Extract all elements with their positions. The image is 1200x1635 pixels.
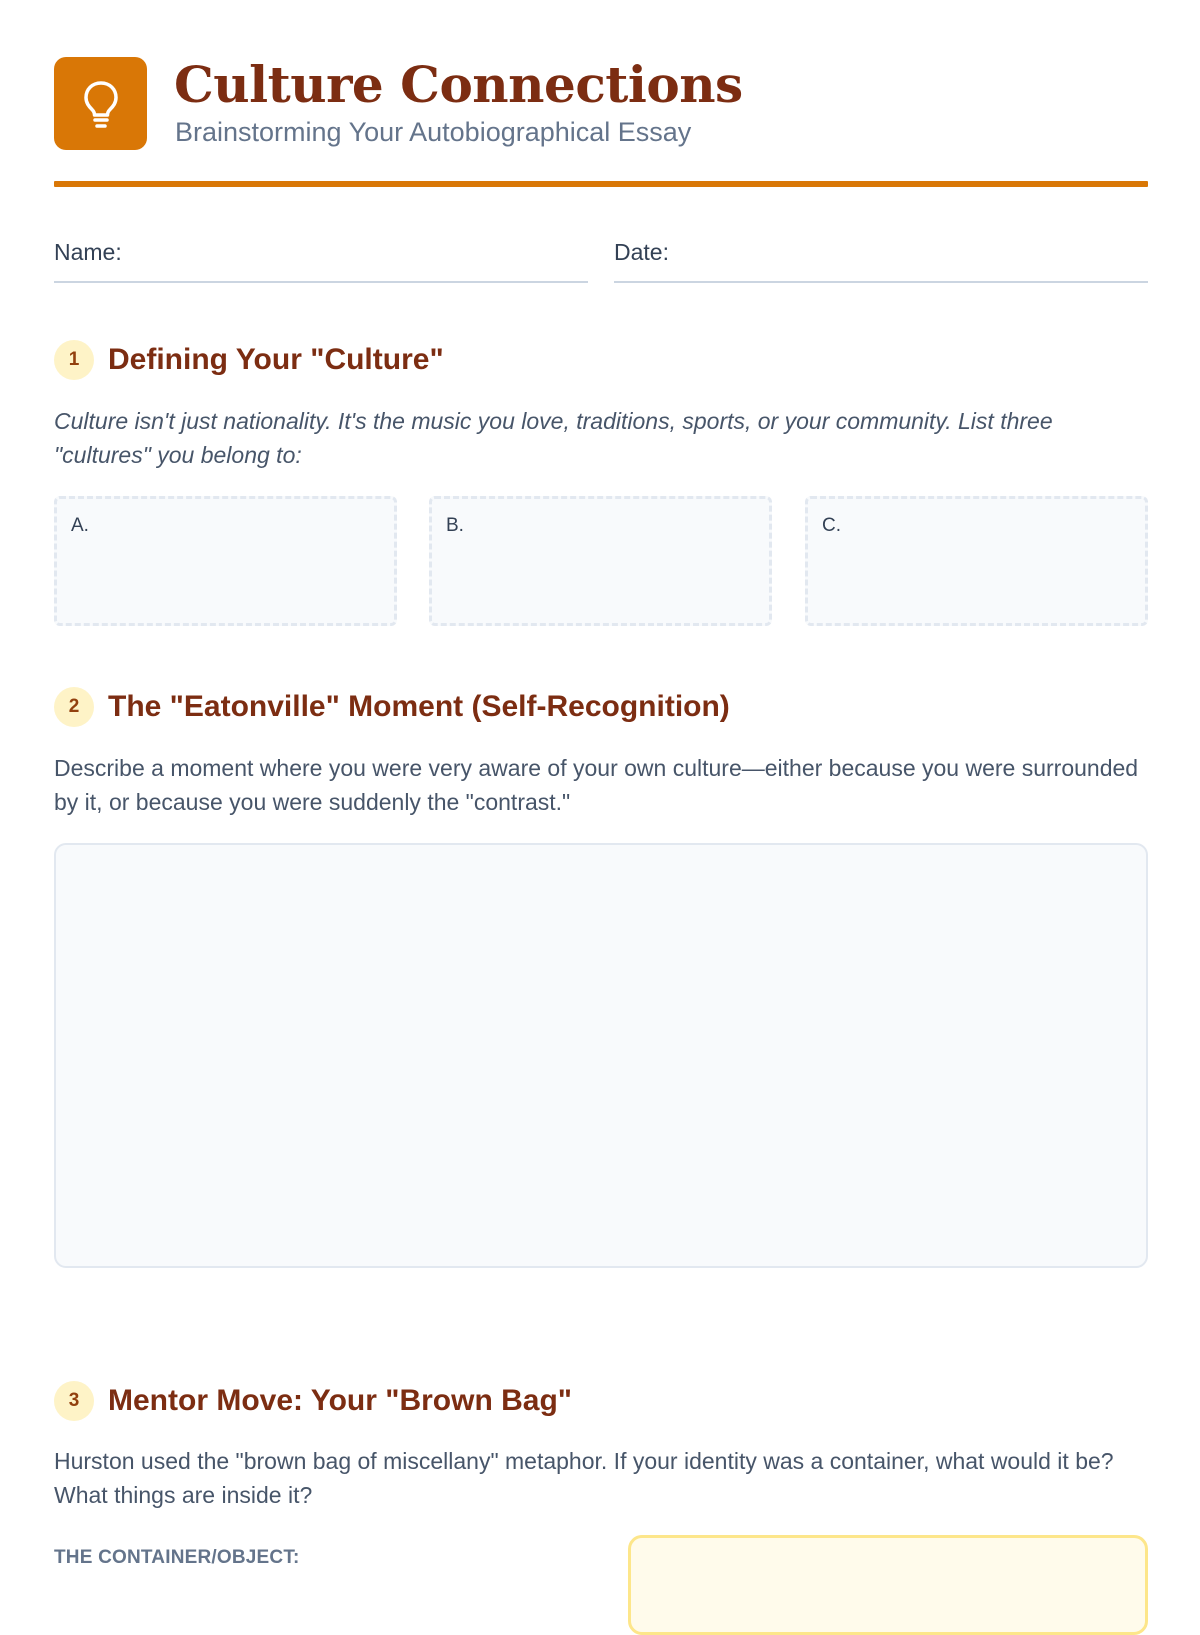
name-label: Name: — [54, 239, 122, 265]
section-3-prompt: Hurston used the "brown bag of miscellany" metaphor. If your identity was a container, what would it be? What things are inside it? — [54, 1448, 1114, 1508]
page-title: Culture Connections — [174, 55, 743, 114]
section-number-badge: 1 — [54, 340, 94, 380]
container-object-label: THE CONTAINER/OBJECT: — [54, 1547, 300, 1568]
culture-box-c[interactable] — [805, 496, 1148, 626]
section-2-heading — [54, 686, 730, 728]
name-field[interactable] — [54, 239, 588, 283]
section-number-badge: 2 — [54, 687, 94, 727]
section-3-heading — [54, 1380, 572, 1422]
section-title: Defining Your "Culture" — [108, 343, 444, 376]
date-label: Date: — [614, 239, 669, 265]
lightbulb-icon — [81, 79, 121, 129]
section-number-badge: 3 — [54, 1381, 94, 1421]
section-1-prompt: Culture isn't just nationality. It's the music you love, traditions, sports, or your community. List three "cultures" you belong to: — [54, 408, 1053, 468]
page-subtitle: Brainstorming Your Autobiographical Essay — [175, 117, 692, 147]
section-1-heading — [54, 339, 444, 381]
container-object-box[interactable] — [628, 1535, 1148, 1635]
moment-writing-area[interactable] — [54, 843, 1148, 1268]
section-title: Mentor Move: Your "Brown Bag" — [108, 1384, 573, 1417]
date-field[interactable] — [614, 239, 1148, 283]
header-divider — [54, 181, 1148, 187]
culture-box-label: C. — [822, 515, 841, 536]
logo-badge — [54, 57, 147, 150]
section-2-prompt: Describe a moment where you were very aware of your own culture—either because you were surrounded by it, or because you were suddenly the "contrast." — [54, 755, 1139, 815]
culture-box-label: B. — [446, 515, 464, 536]
culture-box-a[interactable] — [54, 496, 397, 626]
culture-box-b[interactable] — [429, 496, 772, 626]
culture-box-label: A. — [71, 515, 89, 536]
section-title: The "Eatonville" Moment (Self-Recognition) — [108, 690, 730, 723]
worksheet-header — [54, 57, 1148, 151]
